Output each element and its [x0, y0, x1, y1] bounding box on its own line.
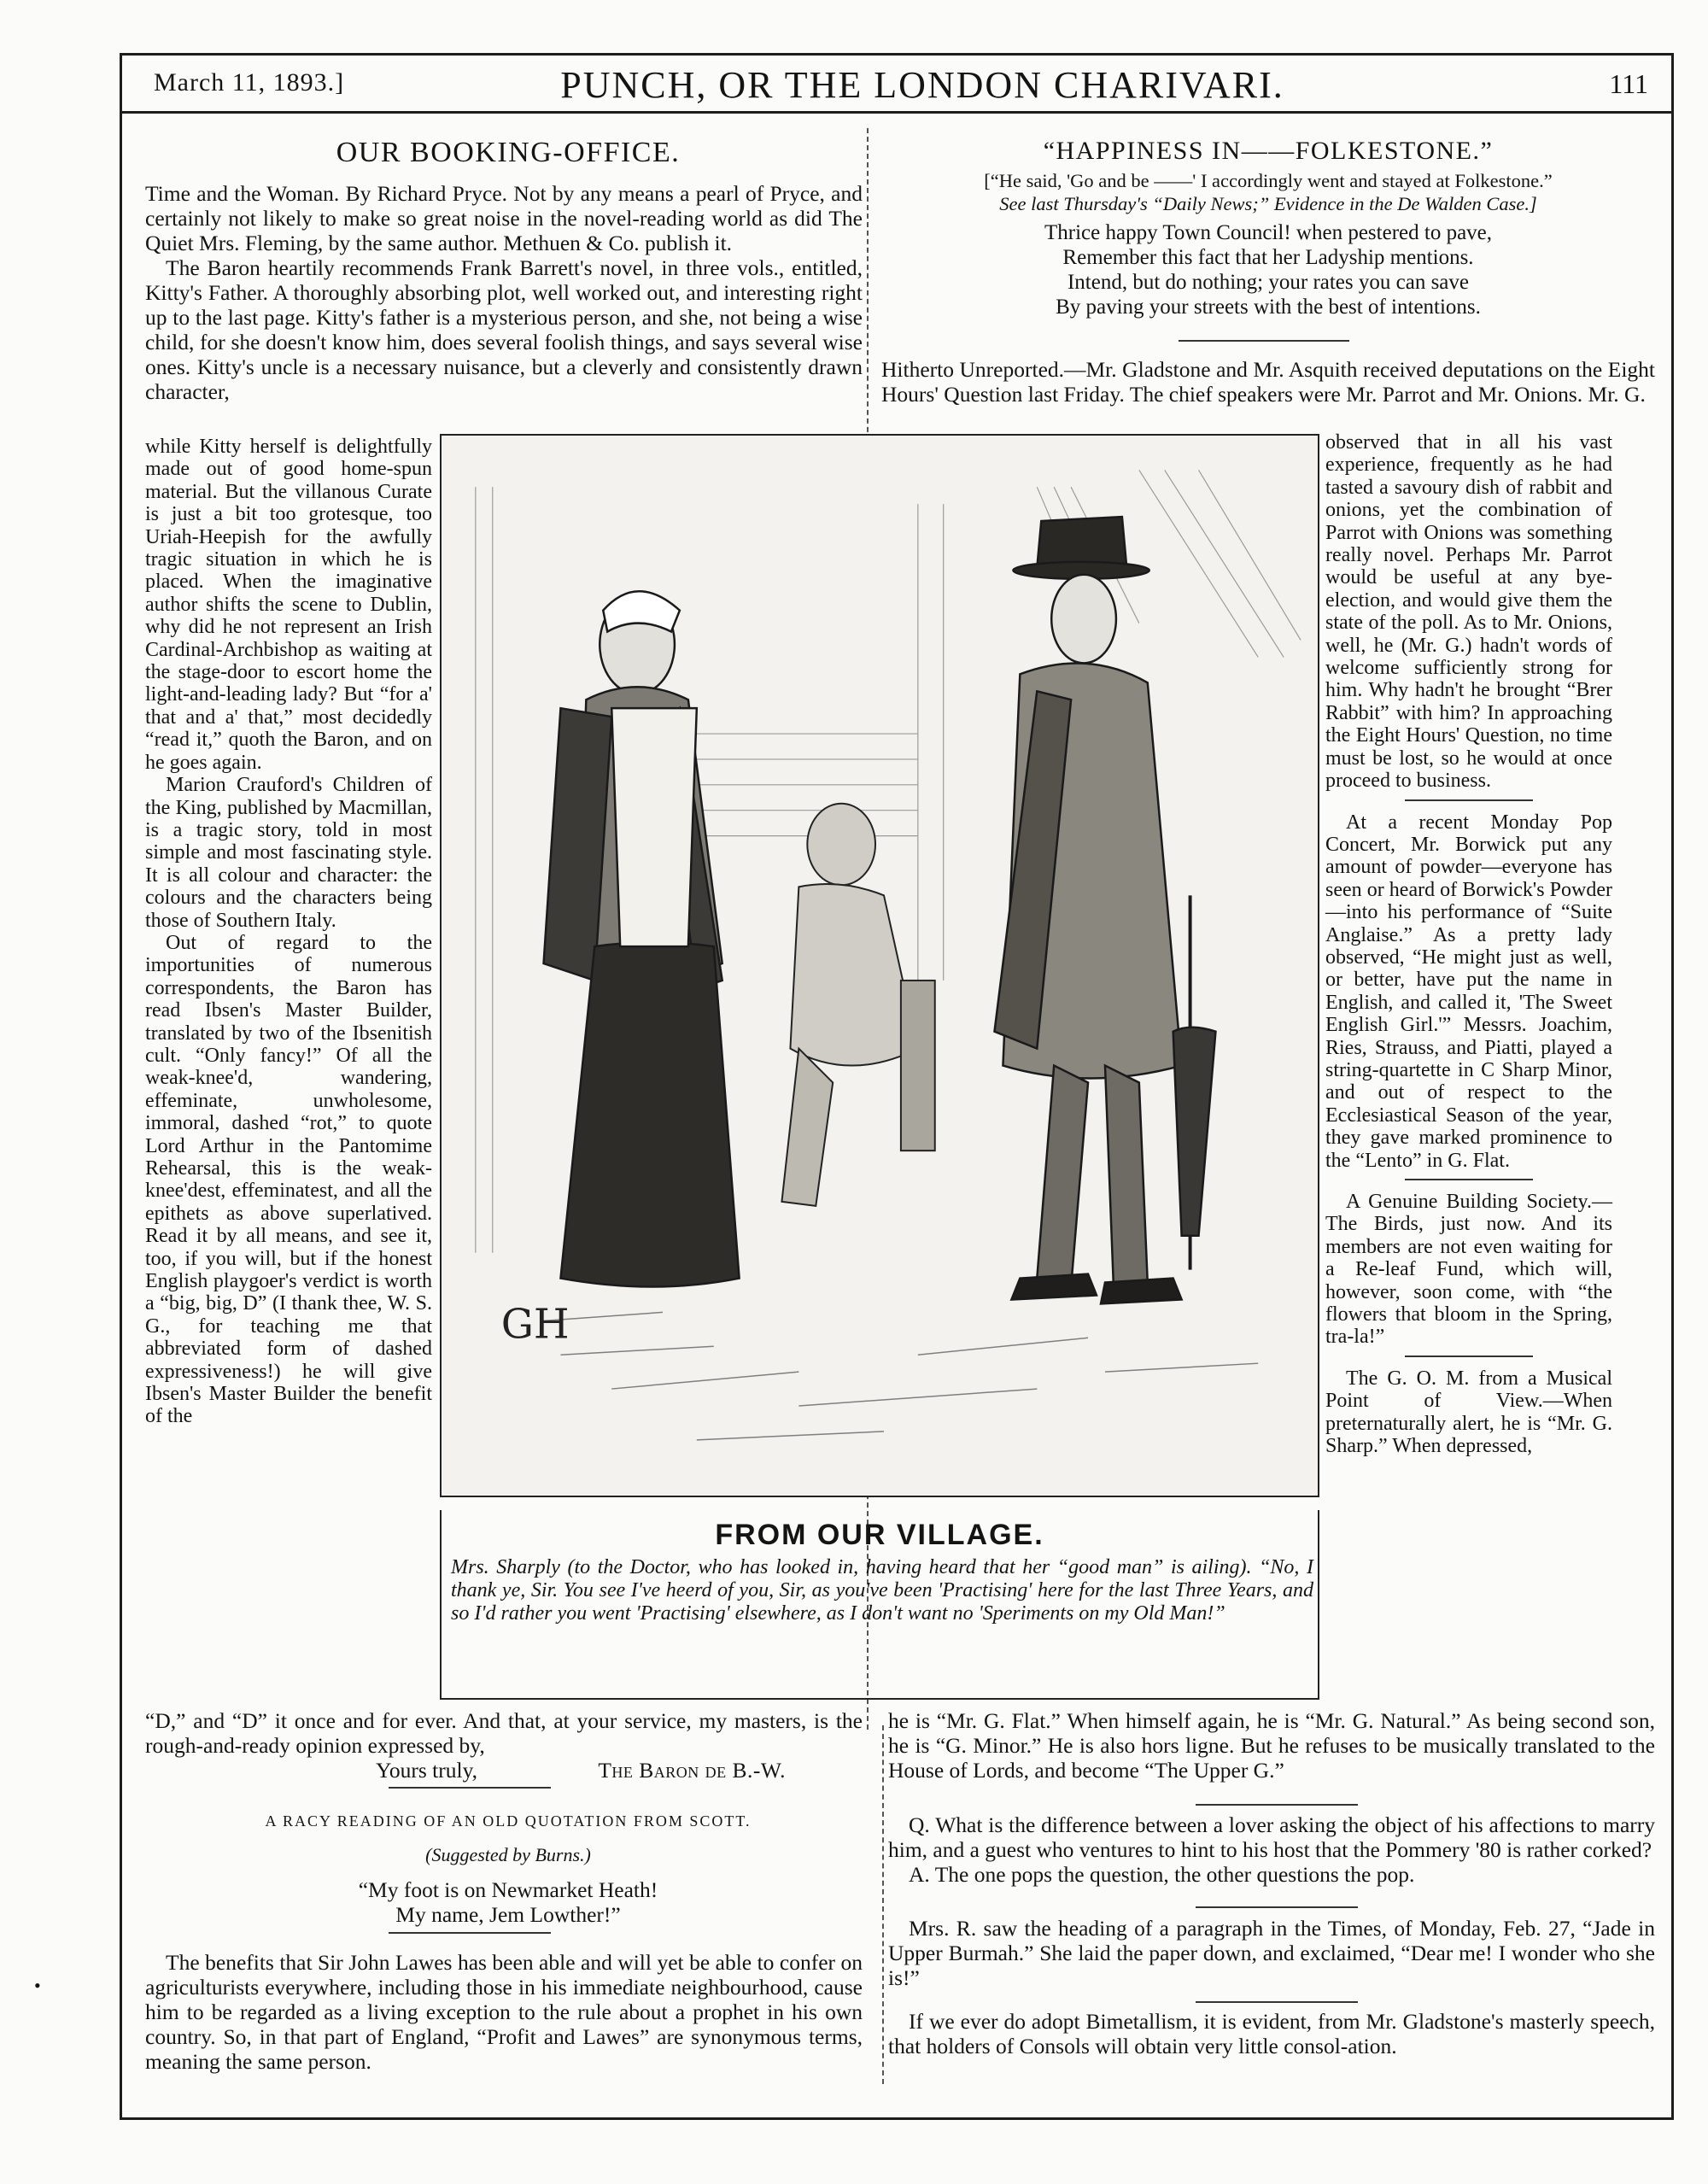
- divider-riddle: [1196, 1906, 1358, 1908]
- verse-line-4: By paving your streets with the best of intentions.: [1056, 296, 1481, 319]
- racy-line-2: My name, Jem Lowther!”: [395, 1902, 621, 1927]
- racy-heading: A RACY READING OF AN OLD QUOTATION FROM SCOTT.: [265, 1812, 752, 1830]
- review-closing: “D,” and “D” it once and for ever. And that, at your service, my masters, is the rough-and-ready opinion expressed by,: [145, 1708, 863, 1758]
- margin-mark: •: [34, 1975, 41, 1996]
- column-separator-lower: [882, 1725, 884, 2084]
- cartoon-caption: Mrs. Sharply (to the Doctor, who has looked in, having heard that her “good man” is ailing). “No, I thank ye, Sir. You see I've heerd of you, Sir, as you've been 'Practising' here for the last Three Years, and so I'd rather you went 'Practising' elsewhere, as I don't want no 'Speriments on my Old Man!”: [451, 1556, 1313, 1625]
- divider-unreported: [1405, 799, 1533, 801]
- booking-office-closing: [145, 1708, 863, 1783]
- artist-signature: GH: [500, 1301, 570, 1349]
- happiness-source: See last Thursday's “Daily News;” Evidence in the De Walden Case.]: [999, 193, 1537, 214]
- masthead-title: PUNCH, OR THE LONDON CHARIVARI.: [560, 64, 1284, 106]
- riddle: [888, 1812, 1655, 1887]
- review-kittys-father: The Baron heartily recommends Frank Barrett's novel, in three vols., entitled, Kitty's Father. A thoroughly absorbing plot, well worked out, and interesting right up to the last page. Kitty's father is a mysterious person, and she, not being a wise child, for she doesn't know him, does several foolish things, and says several wise ones. Kitty's uncle is a necessary nuisance, but a cleverly and consistently drawn character,: [145, 255, 863, 404]
- verse-line-3: Intend, but do nothing; your rates you can save: [1067, 271, 1470, 294]
- divider-happiness: [1179, 340, 1349, 342]
- happiness-quote: [“He said, 'Go and be ——' I accordingly went and stayed at Folkestone.”: [984, 170, 1553, 191]
- building-society-paragraph: A Genuine Building Society.—The Birds, just now. And its members are not even waiting for a Re-leaf Fund, which will, however, soon come, with “the flowers that bloom in the Spring, tra-la!”: [1325, 1191, 1612, 1349]
- page-number: 111: [1609, 68, 1648, 99]
- riddle-answer: A. The one pops the question, the other questions the pop.: [909, 1862, 1415, 1887]
- signature-baron: The Baron de B.-W.: [598, 1758, 786, 1783]
- divider-jade: [1196, 2001, 1358, 2003]
- jade-paragraph: Mrs. R. saw the heading of a paragraph in the Times, of Monday, Feb. 27, “Jade in Upper Burmah.” She laid the paper down, and exclaimed, “Dear me! I wonder who she is!”: [888, 1916, 1655, 1990]
- cartoon-illustration: [440, 434, 1319, 1497]
- lawes-paragraph: The benefits that Sir John Lawes has been able and will yet be able to confer on agriculturists everywhere, including those in his immediate neighbourhood, cause him to be regarded as a living exception to the rule about a prophet in his own country. So, in that part of England, “Profit and Lawes” are synonymous terms, meaning the same person.: [145, 1950, 863, 2074]
- divider-building: [1405, 1355, 1533, 1357]
- racy-reading: [154, 1809, 863, 1927]
- racy-subheading: (Suggested by Burns.): [425, 1844, 591, 1865]
- review-children-of-the-king: Marion Crauford's Children of the King, published by Macmillan, is a tragic story, told in most simple and most fascinating style. It is all colour and character: the colours and the characters being those of Southern Italy.: [145, 774, 432, 932]
- divider-gom: [1196, 1804, 1358, 1806]
- issue-date: March 11, 1893.]: [154, 68, 345, 97]
- engraving-sketch: [442, 436, 1318, 1496]
- unreported-top: Hitherto Unreported.—Mr. Gladstone and Mr. Asquith received deputations on the Eight Hours' Question last Friday. The chief speakers were Mr. Parrot and Mr. Onions. Mr. G.: [881, 357, 1655, 407]
- divider-pop: [1405, 1179, 1533, 1180]
- pop-concert-paragraph: At a recent Monday Pop Concert, Mr. Borwick put any amount of powder—everyone has seen or heard of Borwick's Powder—into his performance of “Suite Anglaise.” As a pretty lady observed, “He might just as well, or better, have put the name in English, and called it, 'The Sweet English Girl.'” Messrs. Joachim, Ries, Strauss, and Piatti, played a string-quartette in C Sharp Minor, and out of respect to the Ecclesiastical Season of the year, they gave marked prominence to the “Lento” in G. Flat.: [1325, 811, 1612, 1172]
- verse-line-1: Thrice happy Town Council! when pestered to pave,: [1044, 221, 1493, 244]
- bimetallism-paragraph: If we ever do adopt Bimetallism, it is evident, from Mr. Gladstone's masterly speech, that holders of Consols will obtain very little consol-ation.: [888, 2009, 1655, 2058]
- review-time-and-woman: Time and the Woman. By Richard Pryce. Not by any means a pearl of Pryce, and certainly not likely to make so great noise in the novel-reading world as did The Quiet Mrs. Fleming, by the same author. Methuen & Co. publish it.: [145, 181, 863, 255]
- happiness-heading: “HAPPINESS IN——FOLKESTONE.”: [1043, 137, 1494, 165]
- unreported-side: observed that in all his vast experience, frequently as he had tasted a savoury dish of rabbit and onions, yet the combination of Parrot with Onions was something really novel. Perhaps Mr. Parrot would be useful at any bye-election, and would give them the state of the poll. As to Mr. Onions, well, he (Mr. G.) hadn't words of welcome sufficiently strong for him. Why hadn't he brought “Brer Rabbit” with him? In approaching the Eight Hours' Question, no time must be lost, so he would at once proceed to business. At a recent Monday Pop Concert, Mr. Borwick put any amount of powder—everyone has seen or heard of Borwick's Powder—into his performance of “Suite Anglaise.” As a pretty lady observed, “He might just as well, or better, have put the name in English, and called it, 'The Sweet English Girl.'” Messrs. Joachim, Ries, Strauss, and Piatti, played a string-quartette in C Sharp Minor, and out of respect to the Ecclesiastical Season of the year, they gave marked prominence to the “Lento” in G. Flat. A Genuine Building Society.—The Birds, just now. And its members are not even waiting for a Re-leaf Fund, which will, however, soon come, with “the flowers that bloom in the Spring, tra-la!” The G. O. M. from a Musical Point of View.—When preternaturally alert, he is “Mr. G. Sharp.” When depressed,: [1325, 431, 1612, 1458]
- booking-office-narrow: [145, 436, 432, 1428]
- divider-racy: [389, 1932, 551, 1934]
- header-rule: [120, 111, 1674, 114]
- gom-paragraph: The G. O. M. from a Musical Point of View.—When preternaturally alert, he is “Mr. G. Sharp.” When depressed,: [1325, 1367, 1612, 1458]
- happiness-poem: [880, 169, 1657, 319]
- divider-booking: [389, 1787, 551, 1789]
- booking-office-heading: OUR BOOKING-OFFICE.: [336, 137, 681, 168]
- racy-line-1: “My foot is on Newmarket Heath!: [358, 1877, 658, 1902]
- booking-office-intro: [145, 181, 863, 404]
- review-master-builder: Out of regard to the importunities of numerous correspondents, the Baron has read Ibsen's Master Builder, translated by two of the Ibsenitish cult. “Only fancy!” Of all the weak-knee'd, wandering, effeminate, unwholesome, immoral, dashed “rot,” to quote Lord Arthur in the Pantomime Rehearsal, this is the weak-knee'dest, effeminatest, and all the epithets as above superlatived. Read it by all means, and see it, too, if you will, but if the honest English playgoer's verdict is worth a “big, big, D” (I thank thee, W. S. G., for teaching me that abbreviated form of dashed expressiveness!) he will give Ibsen's Master Builder the benefit of the: [145, 931, 432, 1428]
- gom-continued: he is “Mr. G. Flat.” When himself again, he is “Mr. G. Natural.” As being second son, he is “G. Minor.” He is also hors ligne. But he refuses to be musically translated to the House of Lords, and become “The Upper G.”: [888, 1708, 1655, 1783]
- sign-off: Yours truly,: [376, 1758, 478, 1783]
- riddle-question: Q. What is the difference between a lover asking the object of his affections to marry him, and a guest who ventures to hint to his host that the Pommery '80 is rather corked?: [888, 1812, 1655, 1862]
- cartoon-title: FROM OUR VILLAGE.: [715, 1519, 1044, 1551]
- verse-line-2: Remember this fact that her Ladyship mentions.: [1062, 246, 1474, 269]
- review-kitty-continued: while Kitty herself is delightfully made out of good home-spun material. But the villanous Curate is just a bit too grotesque, too Uriah-Heepish for the awfully tragic situation in which he is placed. When the imaginative author shifts the scene to Dublin, why did he not represent an Irish Cardinal-Archbishop as waiting at the stage-door to escort home the light-and-leading lady? But “for a' that and a' that,” most decidedly “read it,” quoth the Baron, and on he goes again.: [145, 436, 432, 774]
